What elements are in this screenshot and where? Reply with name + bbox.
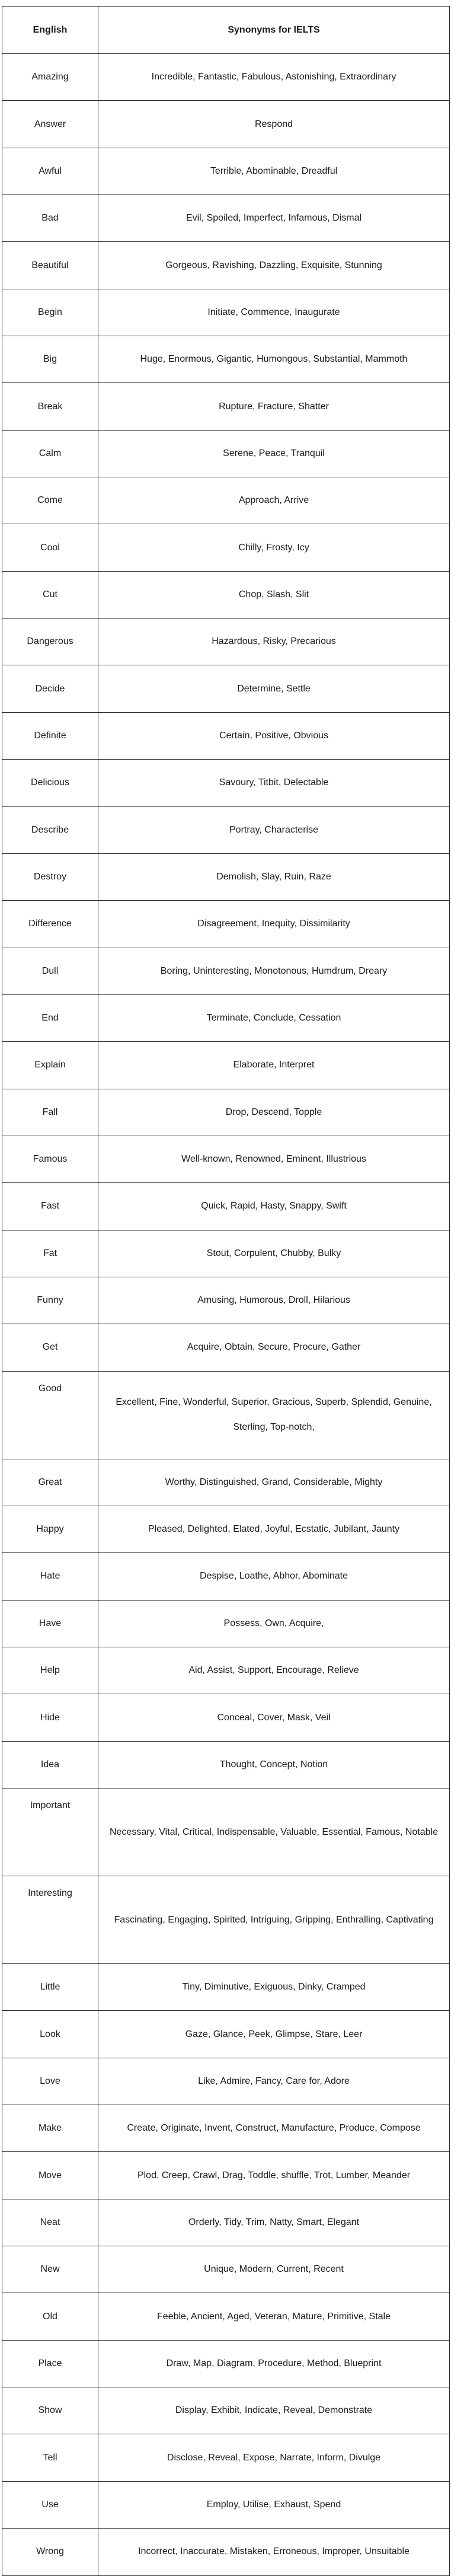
table-row (2, 195, 450, 242)
synonyms-cell: Employ, Utilise, Exhaust, Spend (98, 2481, 450, 2528)
table-row (2, 948, 450, 994)
table-row (2, 1324, 450, 1371)
synonyms-cell: Demolish, Slay, Ruin, Raze (98, 853, 450, 900)
english-word-cell: Hide (2, 1694, 98, 1741)
synonyms-cell: Disclose, Reveal, Expose, Narrate, Inform, Divulge (98, 2434, 450, 2481)
table-row (2, 1741, 450, 1788)
english-word-cell: Wrong (2, 2529, 98, 2575)
synonyms-cell: Possess, Own, Acquire, (98, 1600, 450, 1647)
synonyms-cell: Chop, Slash, Slit (98, 571, 450, 618)
english-word-cell: Beautiful (2, 242, 98, 289)
table-row (2, 336, 450, 383)
synonyms-cell: Terrible, Abominable, Dreadful (98, 148, 450, 195)
table-row (2, 1089, 450, 1136)
synonyms-cell: Stout, Corpulent, Chubby, Bulky (98, 1230, 450, 1277)
english-word-cell: Answer (2, 101, 98, 148)
english-word-cell: Little (2, 1964, 98, 2011)
synonyms-cell: Respond (98, 101, 450, 148)
english-word-cell: Difference (2, 901, 98, 948)
synonyms-cell: Gaze, Glance, Peek, Glimpse, Stare, Leer (98, 2011, 450, 2058)
table-row (2, 1459, 450, 1506)
header-row (2, 7, 450, 54)
english-word-cell: New (2, 2246, 98, 2293)
table-row (2, 2529, 450, 2575)
table-row (2, 2481, 450, 2528)
english-word-cell: Look (2, 2011, 98, 2058)
english-word-cell: Fast (2, 1183, 98, 1230)
synonyms-cell: Hazardous, Risky, Precarious (98, 619, 450, 665)
synonyms-cell: Portray, Characterise (98, 806, 450, 853)
table-row (2, 1964, 450, 2011)
english-word-cell: Neat (2, 2199, 98, 2246)
table-row (2, 242, 450, 289)
english-word-cell: Cool (2, 524, 98, 571)
synonyms-cell: Conceal, Cover, Mask, Veil (98, 1694, 450, 1741)
synonyms-cell: Worthy, Distinguished, Grand, Considerable, Mighty (98, 1459, 450, 1506)
synonyms-cell: Terminate, Conclude, Cessation (98, 994, 450, 1041)
table-row (2, 1694, 450, 1741)
english-word-cell: Use (2, 2481, 98, 2528)
english-word-cell: Big (2, 336, 98, 383)
table-row (2, 1042, 450, 1089)
table-row (2, 1506, 450, 1552)
english-word-cell: Famous (2, 1136, 98, 1182)
synonyms-cell: Tiny, Diminutive, Exiguous, Dinky, Cramped (98, 1964, 450, 2011)
english-word-cell: Happy (2, 1506, 98, 1552)
synonyms-cell: Rupture, Fracture, Shatter (98, 383, 450, 430)
synonyms-cell: Quick, Rapid, Hasty, Snappy, Swift (98, 1183, 450, 1230)
table-row (2, 148, 450, 195)
english-word-cell: Destroy (2, 853, 98, 900)
english-word-cell: Funny (2, 1277, 98, 1324)
english-word-cell: Hate (2, 1553, 98, 1600)
table-row (2, 1876, 450, 1964)
table-row (2, 665, 450, 712)
english-word-cell: Idea (2, 1741, 98, 1788)
synonyms-cell: Acquire, Obtain, Secure, Procure, Gather (98, 1324, 450, 1371)
english-word-cell: Make (2, 2105, 98, 2152)
english-word-cell: Explain (2, 1042, 98, 1089)
table-row (2, 430, 450, 477)
table-row (2, 383, 450, 430)
english-word-cell: Bad (2, 195, 98, 242)
english-word-cell: Fall (2, 1089, 98, 1136)
synonyms-cell: Like, Admire, Fancy, Care for, Adore (98, 2058, 450, 2105)
english-word-cell: Awful (2, 148, 98, 195)
table-row (2, 901, 450, 948)
english-word-cell: Old (2, 2293, 98, 2340)
synonyms-cell: Disagreement, Inequity, Dissimilarity (98, 901, 450, 948)
synonyms-cell: Unique, Modern, Current, Recent (98, 2246, 450, 2293)
synonyms-cell: Aid, Assist, Support, Encourage, Relieve (98, 1647, 450, 1694)
table-row (2, 1553, 450, 1600)
header-english: English (2, 7, 98, 54)
table-row (2, 2058, 450, 2105)
table-row (2, 2246, 450, 2293)
table-row (2, 2152, 450, 2199)
table-row (2, 1371, 450, 1459)
table-row (2, 760, 450, 806)
table-row (2, 1230, 450, 1277)
english-word-cell: Calm (2, 430, 98, 477)
table-body (2, 54, 450, 2576)
synonyms-cell: Drop, Descend, Topple (98, 1089, 450, 1136)
english-word-cell: Begin (2, 289, 98, 336)
table-row (2, 289, 450, 336)
table-row (2, 524, 450, 571)
synonyms-cell: Despise, Loathe, Abhor, Abominate (98, 1553, 450, 1600)
table-row (2, 571, 450, 618)
table-row (2, 1277, 450, 1324)
english-word-cell: Help (2, 1647, 98, 1694)
table-row (2, 2293, 450, 2340)
english-word-cell: Tell (2, 2434, 98, 2481)
english-word-cell: Get (2, 1324, 98, 1371)
table-row (2, 853, 450, 900)
english-word-cell: Have (2, 1600, 98, 1647)
synonyms-cell: Elaborate, Interpret (98, 1042, 450, 1089)
synonyms-cell: Fascinating, Engaging, Spirited, Intriguing, Gripping, Enthralling, Captivating (98, 1876, 450, 1964)
table-row (2, 1600, 450, 1647)
header-synonyms: Synonyms for IELTS (98, 7, 450, 54)
english-word-cell: Place (2, 2340, 98, 2387)
english-word-cell: End (2, 994, 98, 1041)
table-row (2, 54, 450, 101)
english-word-cell: Move (2, 2152, 98, 2199)
english-word-cell: Break (2, 383, 98, 430)
synonyms-cell: Gorgeous, Ravishing, Dazzling, Exquisite, Stunning (98, 242, 450, 289)
english-word-cell: Decide (2, 665, 98, 712)
synonyms-cell: Feeble, Ancient, Aged, Veteran, Mature, Primitive, Stale (98, 2293, 450, 2340)
table-row (2, 712, 450, 759)
table-row (2, 2011, 450, 2058)
table-row (2, 2434, 450, 2481)
table-row (2, 2105, 450, 2152)
synonyms-cell: Excellent, Fine, Wonderful, Superior, Gracious, Superb, Splendid, Genuine, Sterling, Top-notch, (98, 1371, 450, 1459)
table-row (2, 477, 450, 524)
synonyms-cell: Determine, Settle (98, 665, 450, 712)
synonyms-cell: Boring, Uninteresting, Monotonous, Humdrum, Dreary (98, 948, 450, 994)
table-row (2, 2387, 450, 2434)
table-row (2, 1136, 450, 1182)
synonyms-cell: Chilly, Frosty, Icy (98, 524, 450, 571)
synonyms-cell: Draw, Map, Diagram, Procedure, Method, Blueprint (98, 2340, 450, 2387)
synonyms-cell: Initiate, Commence, Inaugurate (98, 289, 450, 336)
english-word-cell: Love (2, 2058, 98, 2105)
table-row (2, 619, 450, 665)
english-word-cell: Interesting (2, 1876, 98, 1964)
synonyms-cell: Huge, Enormous, Gigantic, Humongous, Substantial, Mammoth (98, 336, 450, 383)
synonyms-cell: Evil, Spoiled, Imperfect, Infamous, Dismal (98, 195, 450, 242)
english-word-cell: Important (2, 1788, 98, 1876)
synonyms-cell: Necessary, Vital, Critical, Indispensable, Valuable, Essential, Famous, Notable (98, 1788, 450, 1876)
synonyms-cell: Plod, Creep, Crawl, Drag, Toddle, shuffle, Trot, Lumber, Meander (98, 2152, 450, 2199)
synonyms-cell: Incorrect, Inaccurate, Mistaken, Erroneous, Improper, Unsuitable (98, 2529, 450, 2575)
table-row (2, 806, 450, 853)
english-word-cell: Dull (2, 948, 98, 994)
english-word-cell: Fat (2, 1230, 98, 1277)
synonyms-cell: Amusing, Humorous, Droll, Hilarious (98, 1277, 450, 1324)
english-word-cell: Delicious (2, 760, 98, 806)
english-word-cell: Definite (2, 712, 98, 759)
english-word-cell: Come (2, 477, 98, 524)
english-word-cell: Good (2, 1371, 98, 1459)
synonyms-cell: Serene, Peace, Tranquil (98, 430, 450, 477)
english-word-cell: Amazing (2, 54, 98, 101)
synonyms-cell: Well-known, Renowned, Eminent, Illustrious (98, 1136, 450, 1182)
english-word-cell: Show (2, 2387, 98, 2434)
synonyms-table (2, 6, 450, 2576)
english-word-cell: Dangerous (2, 619, 98, 665)
synonyms-cell: Certain, Positive, Obvious (98, 712, 450, 759)
english-word-cell: Great (2, 1459, 98, 1506)
synonyms-cell: Create, Originate, Invent, Construct, Manufacture, Produce, Compose (98, 2105, 450, 2152)
table-header (2, 7, 450, 54)
table-row (2, 2340, 450, 2387)
english-word-cell: Cut (2, 571, 98, 618)
synonyms-cell: Display, Exhibit, Indicate, Reveal, Demonstrate (98, 2387, 450, 2434)
synonyms-cell: Savoury, Titbit, Delectable (98, 760, 450, 806)
table-row (2, 101, 450, 148)
synonyms-cell: Incredible, Fantastic, Fabulous, Astonishing, Extraordinary (98, 54, 450, 101)
table-row (2, 2199, 450, 2246)
synonyms-cell: Pleased, Delighted, Elated, Joyful, Ecstatic, Jubilant, Jaunty (98, 1506, 450, 1552)
synonyms-cell: Orderly, Tidy, Trim, Natty, Smart, Elegant (98, 2199, 450, 2246)
table-row (2, 1647, 450, 1694)
synonyms-cell: Thought, Concept, Notion (98, 1741, 450, 1788)
table-row (2, 1788, 450, 1876)
table-row (2, 994, 450, 1041)
english-word-cell: Describe (2, 806, 98, 853)
synonyms-cell: Approach, Arrive (98, 477, 450, 524)
table-row (2, 1183, 450, 1230)
